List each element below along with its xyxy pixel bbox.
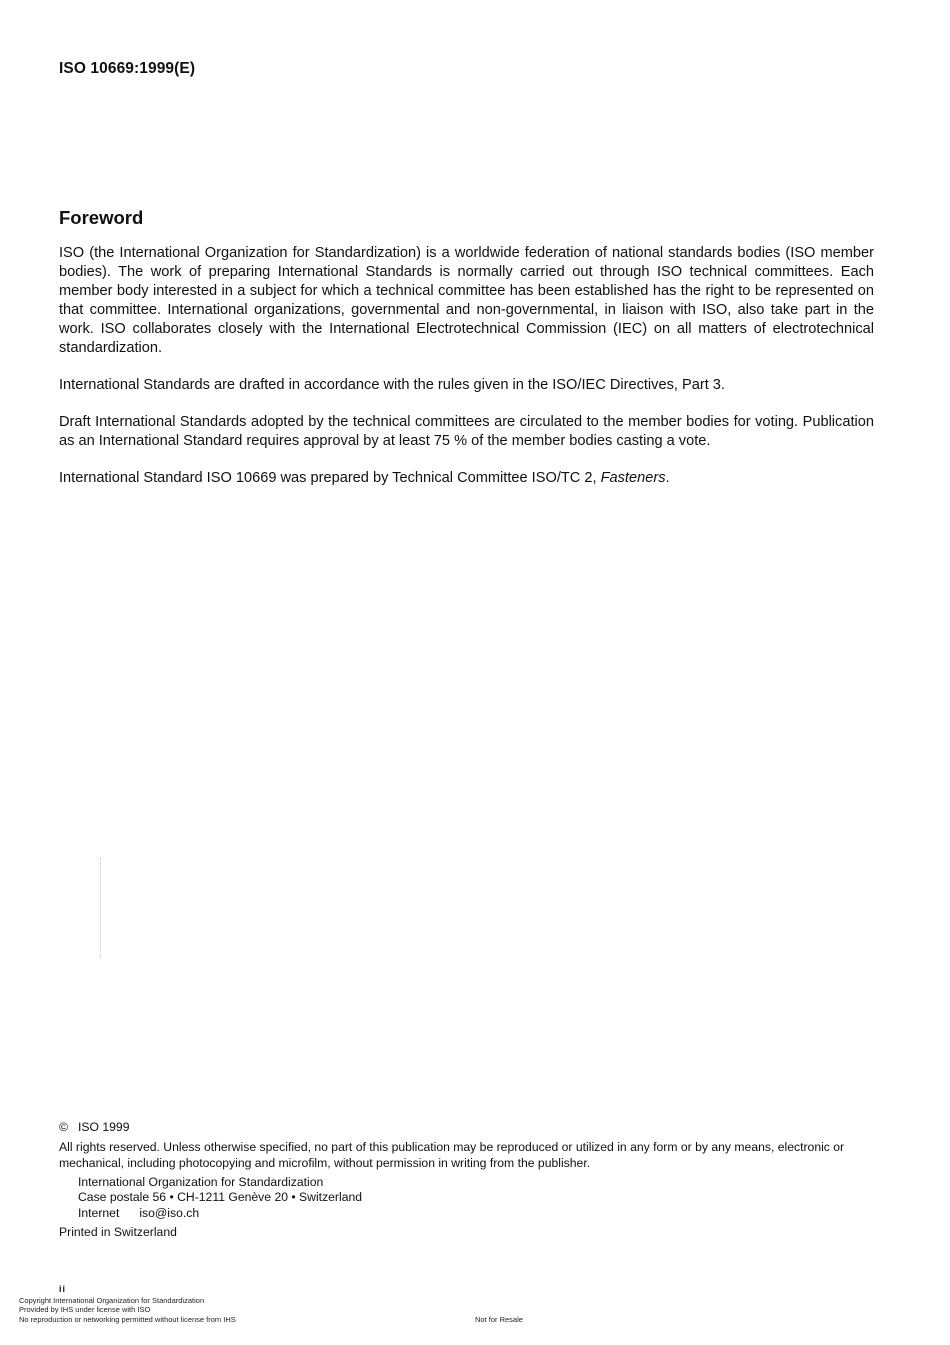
not-for-resale-notice: Not for Resale: [475, 1315, 523, 1324]
org-name: International Organization for Standardization: [78, 1175, 324, 1189]
foreword-paragraph-4: [59, 469, 874, 488]
document-id: ISO 10669:1999(E): [59, 60, 196, 77]
copyright-icon: ©: [59, 1120, 68, 1134]
rights-statement: All rights reserved. Unless otherwise specified, no part of this publication may be reproduced or utilized in any form or by any means, electronic or mechanical, including photocopying and microfilm, without permission in writing from the publisher.: [59, 1140, 845, 1170]
scan-artifact: [100, 858, 105, 958]
foreword-paragraph-3: Draft International Standards adopted by the technical committees are circulated to the member bodies for voting. Publication as an International Standard requires approval by at least 75 % of the member bodies casting a vote.: [59, 414, 874, 449]
org-internet: [78, 1206, 199, 1220]
committee-name: Fasteners: [600, 470, 666, 486]
footer-line-3: No reproduction or networking permitted without license from IHS: [19, 1315, 236, 1324]
page-number: ii: [59, 1284, 67, 1294]
printed-location: Printed in Switzerland: [59, 1225, 177, 1239]
foreword-paragraph-4-text: International Standard ISO 10669 was prepared by Technical Committee ISO/TC 2,: [59, 470, 601, 486]
foreword-paragraph-1: ISO (the International Organization for Standardization) is a worldwide federation of national standards bodies (ISO member bodies). The work of preparing International Standards is normally carried out through ISO technical committees. Each member body interested in a subject for which a technical committee has been established has the right to be represented on that committee. International organizations, governmental and non-governmental, in liaison with ISO, also take part in the work. ISO collaborates closely with the International Electrotechnical Commission (IEC) on all matters of electrotechnical standardization.: [59, 245, 874, 356]
copyright-line: [59, 1120, 129, 1134]
foreword-paragraph-2: International Standards are drafted in accordance with the rules given in the ISO/IEC Directives, Part 3.: [59, 377, 725, 393]
foreword-heading: Foreword: [59, 207, 144, 228]
footer-line-2: Provided by IHS under license with ISO: [19, 1305, 151, 1314]
internet-label: Internet: [78, 1206, 120, 1220]
internet-email-link[interactable]: iso@iso.ch: [139, 1206, 200, 1220]
foreword-paragraph-4-end: .: [665, 470, 670, 486]
org-address: Case postale 56 • CH-1211 Genève 20 • Switzerland: [78, 1190, 363, 1204]
copyright-text: ISO 1999: [77, 1120, 130, 1134]
footer-line-1: Copyright International Organization for Standardization: [19, 1296, 205, 1305]
